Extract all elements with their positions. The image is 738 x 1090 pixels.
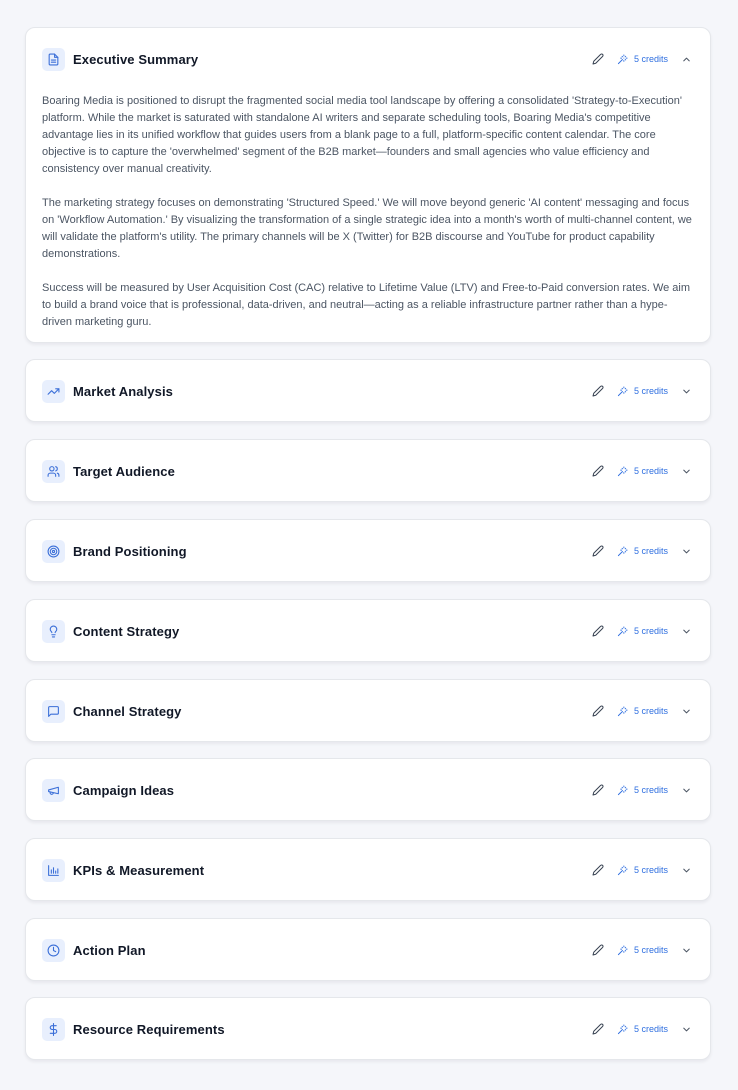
edit-button[interactable] <box>589 622 607 640</box>
section-card-target-audience <box>25 439 711 502</box>
pencil-icon <box>592 385 604 397</box>
chevron-down-icon <box>681 1024 692 1035</box>
section-card-action-plan <box>25 918 711 981</box>
section-actions <box>589 622 694 640</box>
section-content <box>26 90 710 347</box>
pencil-icon <box>592 53 604 65</box>
expand-toggle[interactable] <box>678 782 694 798</box>
regenerate-credits-button[interactable] <box>617 626 668 637</box>
edit-button[interactable] <box>589 462 607 480</box>
pencil-icon <box>592 545 604 557</box>
section-header-channel-strategy[interactable] <box>26 680 710 742</box>
section-title: Brand Positioning <box>73 543 187 559</box>
regenerate-credits-button[interactable] <box>617 785 668 796</box>
expand-toggle[interactable] <box>678 543 694 559</box>
chevron-up-icon <box>681 54 692 65</box>
edit-button[interactable] <box>589 382 607 400</box>
regenerate-credits-button[interactable] <box>617 466 668 477</box>
section-title: Content Strategy <box>73 623 180 639</box>
pencil-icon <box>592 705 604 717</box>
section-header-executive-summary[interactable] <box>26 28 710 90</box>
sparkle-wand-icon <box>617 945 628 956</box>
megaphone-icon <box>42 779 65 802</box>
sparkle-wand-icon <box>617 386 628 397</box>
section-actions <box>589 542 694 560</box>
edit-button[interactable] <box>589 702 607 720</box>
sparkle-wand-icon <box>617 1024 628 1035</box>
credits-label: 5 credits <box>633 626 668 636</box>
sparkle-wand-icon <box>617 466 628 477</box>
regenerate-credits-button[interactable] <box>617 706 668 717</box>
section-actions <box>589 1020 694 1038</box>
sparkle-wand-icon <box>617 54 628 65</box>
chevron-down-icon <box>681 546 692 557</box>
chevron-down-icon <box>681 466 692 477</box>
credits-label: 5 credits <box>633 466 668 476</box>
section-card-campaign-ideas <box>25 758 711 821</box>
credits-label: 5 credits <box>633 945 668 955</box>
pencil-icon <box>592 625 604 637</box>
edit-button[interactable] <box>589 941 607 959</box>
section-title: Campaign Ideas <box>73 782 175 798</box>
credits-label: 5 credits <box>633 54 668 64</box>
collapse-toggle[interactable] <box>678 51 694 67</box>
pencil-icon <box>592 1023 604 1035</box>
regenerate-credits-button[interactable] <box>617 546 668 557</box>
section-card-market-analysis <box>25 359 711 422</box>
section-actions <box>589 941 694 959</box>
section-header-action-plan[interactable] <box>26 919 710 981</box>
credits-label: 5 credits <box>633 865 668 875</box>
section-title: Resource Requirements <box>73 1021 225 1037</box>
clock-icon <box>42 939 65 962</box>
sparkle-wand-icon <box>617 626 628 637</box>
edit-button[interactable] <box>589 50 607 68</box>
chevron-down-icon <box>681 865 692 876</box>
credits-label: 5 credits <box>633 706 668 716</box>
sparkle-wand-icon <box>617 706 628 717</box>
section-card-content-strategy <box>25 599 711 662</box>
regenerate-credits-button[interactable] <box>617 945 668 956</box>
bar-chart-icon <box>42 859 65 882</box>
section-title: Action Plan <box>73 942 146 958</box>
regenerate-credits-button[interactable] <box>617 865 668 876</box>
section-actions <box>589 861 694 879</box>
expand-toggle[interactable] <box>678 942 694 958</box>
pencil-icon <box>592 944 604 956</box>
pencil-icon <box>592 465 604 477</box>
section-header-content-strategy[interactable] <box>26 600 710 662</box>
summary-paragraph: Boaring Media is positioned to disrupt the fragmented social media tool landscape by offering a consolidated 'Strategy-to-Execution' platform. While the market is saturated with standalone AI writers and separate scheduling tools, Boaring Media's competitive advantage lies in its unified workflow that guides users from a blank page to a full, platform-specific content calendar. The core objective is to capture the 'overwhelmed' segment of the B2B market—founders and small agencies who value efficiency and consistency over manual creativity. <box>42 95 682 175</box>
trending-up-icon <box>42 380 65 403</box>
section-header-target-audience[interactable] <box>26 440 710 502</box>
section-title: Channel Strategy <box>73 703 182 719</box>
sparkle-wand-icon <box>617 546 628 557</box>
regenerate-credits-button[interactable] <box>617 54 668 65</box>
pencil-icon <box>592 784 604 796</box>
chevron-down-icon <box>681 945 692 956</box>
regenerate-credits-button[interactable] <box>617 386 668 397</box>
chevron-down-icon <box>681 785 692 796</box>
section-card-kpis-measurement <box>25 838 711 901</box>
expand-toggle[interactable] <box>678 703 694 719</box>
document-icon <box>42 48 65 71</box>
expand-toggle[interactable] <box>678 623 694 639</box>
section-card-channel-strategy <box>25 679 711 742</box>
section-actions <box>589 50 694 68</box>
regenerate-credits-button[interactable] <box>617 1024 668 1035</box>
lightbulb-icon <box>42 620 65 643</box>
summary-paragraph: Success will be measured by User Acquisition Cost (CAC) relative to Lifetime Value (LTV) and Free-to-Paid conversion rates. We aim to build a brand voice that is professional, data-driven, and neutral—acting as a reliable infrastructure partner rather than a hype-driven marketing guru. <box>42 282 691 328</box>
edit-button[interactable] <box>589 542 607 560</box>
pencil-icon <box>592 864 604 876</box>
users-icon <box>42 460 65 483</box>
chevron-down-icon <box>681 626 692 637</box>
section-title: Executive Summary <box>73 51 199 67</box>
section-actions <box>589 382 694 400</box>
section-header-market-analysis[interactable] <box>26 360 710 422</box>
section-header-resource-requirements[interactable] <box>26 998 710 1060</box>
credits-label: 5 credits <box>633 386 668 396</box>
section-card-brand-positioning <box>25 519 711 582</box>
credits-label: 5 credits <box>633 546 668 556</box>
chevron-down-icon <box>681 386 692 397</box>
section-card-resource-requirements <box>25 997 711 1060</box>
target-icon <box>42 540 65 563</box>
credits-label: 5 credits <box>633 785 668 795</box>
section-title: Market Analysis <box>73 383 174 399</box>
message-square-icon <box>42 700 65 723</box>
summary-paragraph: The marketing strategy focuses on demonstrating 'Structured Speed.' We will move beyond generic 'AI content' messaging and focus on 'Workflow Automation.' By visualizing the transformation of a single strategic idea into a month's worth of multi-channel content, we will validate the platform's utility. The primary channels will be X (Twitter) for B2B discourse and YouTube for product capability demonstrations. <box>42 197 692 260</box>
section-header-brand-positioning[interactable] <box>26 520 710 582</box>
section-title: KPIs & Measurement <box>73 862 205 878</box>
edit-button[interactable] <box>589 781 607 799</box>
expand-toggle[interactable] <box>678 383 694 399</box>
dollar-icon <box>42 1018 65 1041</box>
sparkle-wand-icon <box>617 785 628 796</box>
sparkle-wand-icon <box>617 865 628 876</box>
expand-toggle[interactable] <box>678 1021 694 1037</box>
section-actions <box>589 702 694 720</box>
section-title: Target Audience <box>73 463 175 479</box>
section-header-campaign-ideas[interactable] <box>26 759 710 821</box>
expand-toggle[interactable] <box>678 862 694 878</box>
edit-button[interactable] <box>589 1020 607 1038</box>
section-actions <box>589 462 694 480</box>
expand-toggle[interactable] <box>678 463 694 479</box>
chevron-down-icon <box>681 706 692 717</box>
section-card-executive-summary <box>25 27 711 343</box>
edit-button[interactable] <box>589 861 607 879</box>
section-header-kpis-measurement[interactable] <box>26 839 710 901</box>
credits-label: 5 credits <box>633 1024 668 1034</box>
section-actions <box>589 781 694 799</box>
